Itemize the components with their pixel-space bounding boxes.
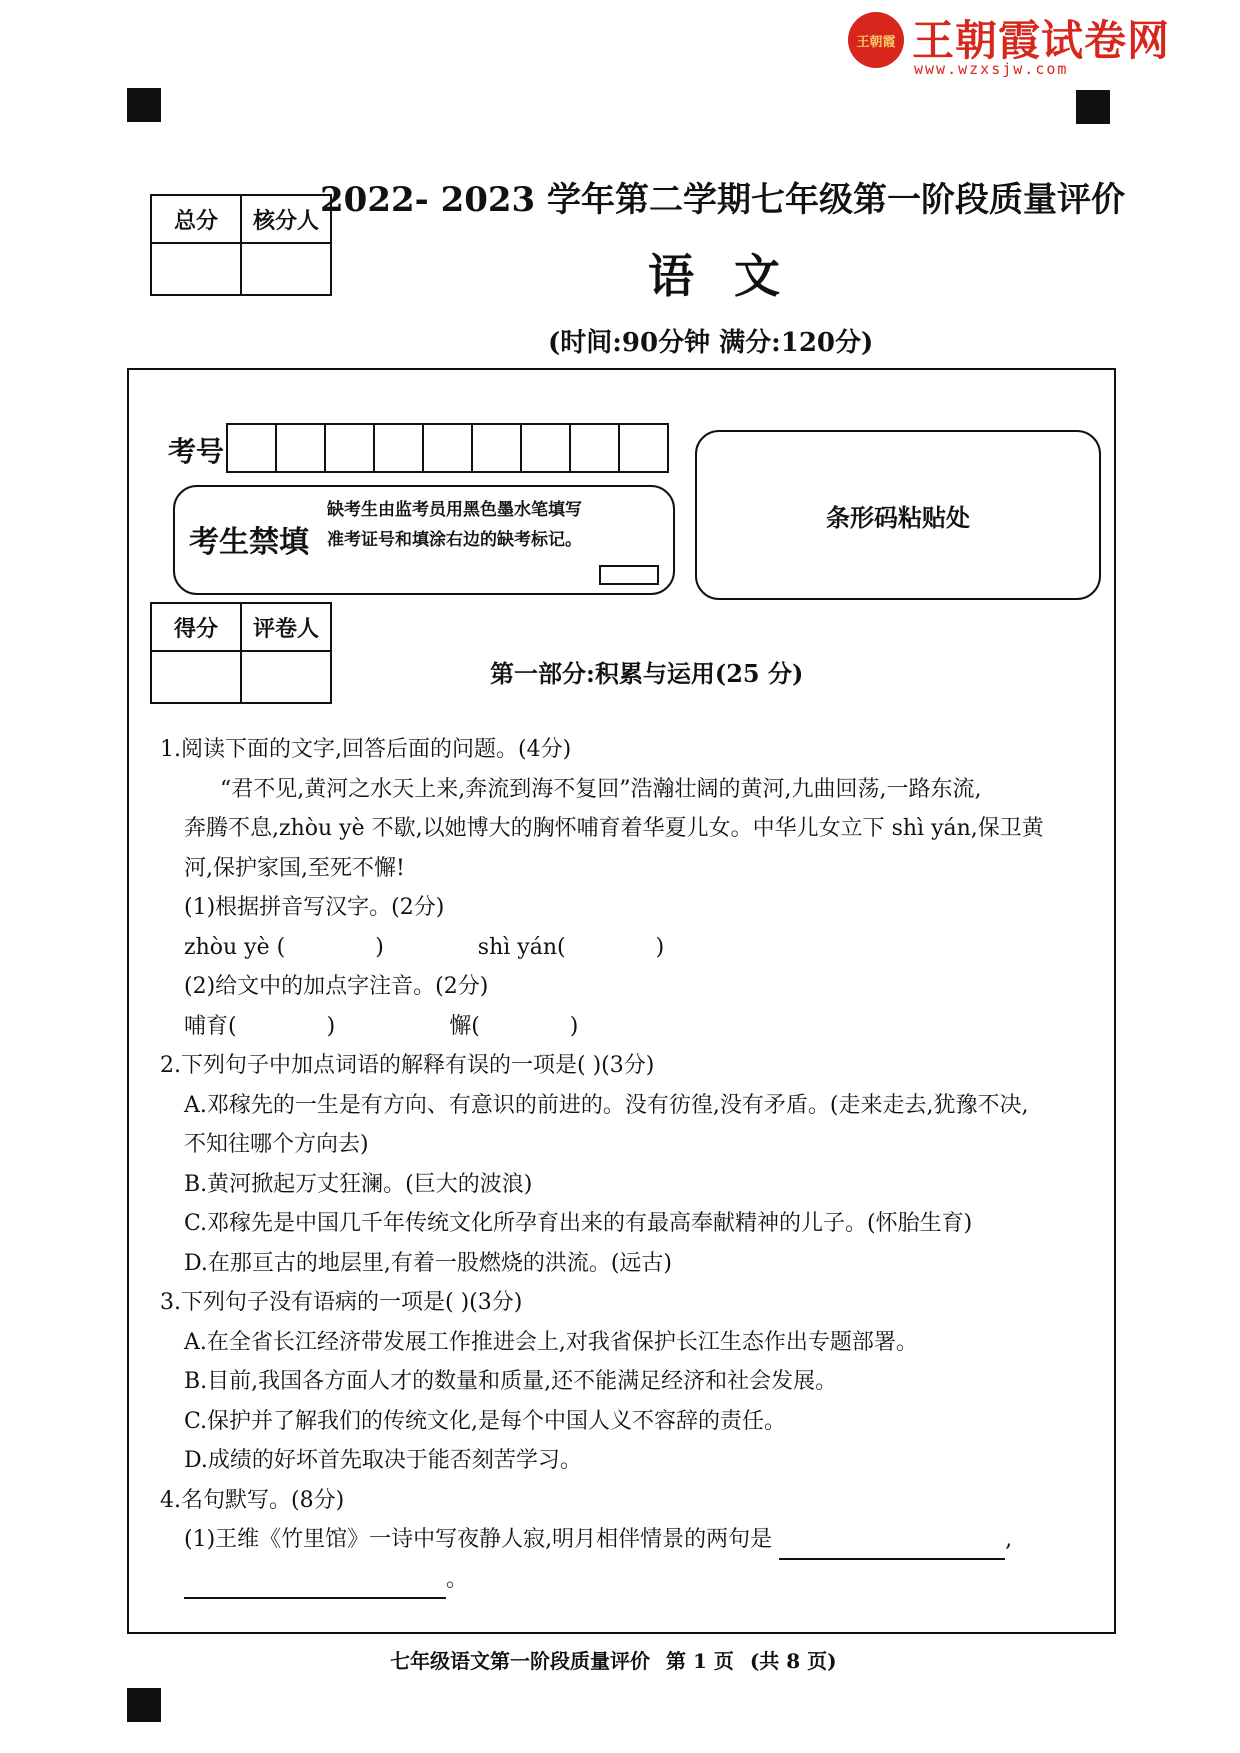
paren: ) (569, 1013, 579, 1039)
section-score-cell[interactable] (151, 651, 241, 703)
q1-sub-1-answers (160, 928, 1100, 968)
exam-number-box[interactable] (520, 423, 571, 473)
q2-option-b: B.黄河掀起万丈狂澜。(巨大的波浪) (184, 1171, 533, 1197)
footer-total: (共 8 页) (749, 1649, 837, 1673)
q3-option-a: A.在全省长江经济带发展工作推进会上,对我省保护长江生态作出专题部署。 (184, 1329, 918, 1355)
logo-url: www.wzxsjw.com (914, 60, 1069, 78)
exam-title: 2022- 2023 学年第二学期七年级第一阶段质量评价 (320, 180, 1126, 220)
registration-mark-top-left (127, 88, 161, 122)
question-2: 2.下列句子中加点词语的解释有误的一项是( )(3分) (160, 1053, 655, 1078)
q1-passage-line: 奔腾不息,zhòu yè 不歇,以她博大的胸怀哺育着华夏儿女。中华儿女立下 shì yán,保卫黄 (184, 816, 1044, 841)
q1-passage-line: 河,保护家国,至死不懈! (184, 855, 405, 881)
exam-number-box[interactable] (618, 423, 669, 473)
q1-2-a-label: 哺育( (184, 1013, 237, 1039)
q1-sub-2: (2)给文中的加点字注音。(2分) (184, 974, 489, 999)
q4-1-answer-blank-2[interactable] (184, 1575, 446, 1599)
exam-number-label: 考号 (168, 435, 225, 468)
q1-sub-2-answers (160, 1007, 1100, 1047)
questions-body (160, 730, 1100, 1599)
exam-number-box[interactable] (569, 423, 620, 473)
question-1: 1.阅读下面的文字,回答后面的问题。(4分) (160, 737, 572, 762)
footer-title: 七年级语文第一阶段质量评价 (390, 1649, 650, 1673)
section-title: 第一部分:积累与运用(25 分) (490, 659, 804, 688)
q1-1-a-label: zhòu yè ( (184, 934, 286, 960)
exam-number-box[interactable] (226, 423, 277, 473)
logo-name: 王朝霞试卷网 (912, 16, 1171, 65)
paren: ) (326, 1013, 336, 1039)
watermark-logo (848, 8, 1171, 78)
total-score-table (150, 194, 332, 296)
barcode-area (695, 430, 1101, 600)
barcode-label: 条形码粘贴处 (826, 503, 970, 532)
restricted-title: 考生禁填 (189, 525, 309, 560)
registration-mark-bottom-left (127, 1688, 161, 1722)
paren: ) (375, 934, 384, 960)
q4-1-answer-blank-1[interactable] (779, 1536, 1005, 1560)
grader-header: 评卷人 (241, 603, 331, 651)
grader-cell[interactable] (241, 651, 331, 703)
q2-option-d: D.在那亘古的地层里,有着一股燃烧的洪流。(远古) (184, 1250, 673, 1276)
comma: , (1005, 1527, 1013, 1552)
section-score-header: 得分 (151, 603, 241, 651)
q2-option-a-cont: 不知往哪个方向去) (184, 1132, 369, 1157)
q4-sub-1-cont (160, 1560, 1100, 1600)
q2-option-c: C.邓稼先是中国几千年传统文化所孕育出来的有最高奉献精神的儿子。(怀胎生育) (184, 1211, 973, 1236)
exam-number-box[interactable] (324, 423, 375, 473)
q3-option-b: B.目前,我国各方面人才的数量和质量,还不能满足经济和社会发展。 (184, 1369, 838, 1394)
candidate-restricted-area (173, 485, 675, 595)
q3-option-d: D.成绩的好坏首先取决于能否刻苦学习。 (184, 1448, 582, 1473)
time-info: (时间:90分钟 满分:120分) (548, 328, 874, 358)
q3-option-c: C.保护并了解我们的传统文化,是每个中国人义不容辞的责任。 (184, 1408, 787, 1434)
q1-2-b-label: 懈( (449, 1013, 480, 1039)
period: 。 (446, 1566, 469, 1592)
exam-number-boxes[interactable] (228, 423, 669, 473)
total-score-header: 总分 (151, 195, 241, 243)
checker-cell[interactable] (241, 243, 331, 295)
q1-sub-1: (1)根据拼音写汉字。(2分) (184, 895, 445, 920)
q1-1-b-label: shì yán( (477, 934, 566, 960)
q2-option-a: A.邓稼先的一生是有方向、有意识的前进的。没有彷徨,没有矛盾。(走来走去,犹豫不决, (184, 1092, 1029, 1118)
restricted-note: 缺考生由监考员用黑色墨水笔填写准考证号和填涂右边的缺考标记。 (327, 500, 582, 550)
logo-seal-icon: 王朝霞 (848, 12, 904, 68)
exam-number-box[interactable] (275, 423, 326, 473)
exam-number-box[interactable] (373, 423, 424, 473)
section-score-table (150, 602, 332, 704)
q1-passage-line: “君不见,黄河之水天上来,奔流到海不复回”浩瀚壮阔的黄河,九曲回荡,一路东流, (220, 776, 982, 802)
q4-1-prompt: (1)王维《竹里馆》一诗中写夜静人寂,明月相伴情景的两句是 (184, 1527, 773, 1552)
checker-header: 核分人 (241, 195, 331, 243)
registration-mark-top-right (1076, 90, 1110, 124)
exam-number-box[interactable] (422, 423, 473, 473)
q4-sub-1 (160, 1520, 1100, 1560)
question-4: 4.名句默写。(8分) (160, 1487, 345, 1513)
paren: ) (655, 934, 665, 960)
page-footer (390, 1645, 853, 1674)
question-3: 3.下列句子没有语病的一项是( )(3分) (160, 1290, 523, 1315)
subject-title: 语文 (648, 249, 820, 303)
total-score-cell[interactable] (151, 243, 241, 295)
exam-number-box[interactable] (471, 423, 522, 473)
footer-page: 第 1 页 (666, 1649, 734, 1673)
absence-mark-box[interactable] (599, 565, 659, 585)
